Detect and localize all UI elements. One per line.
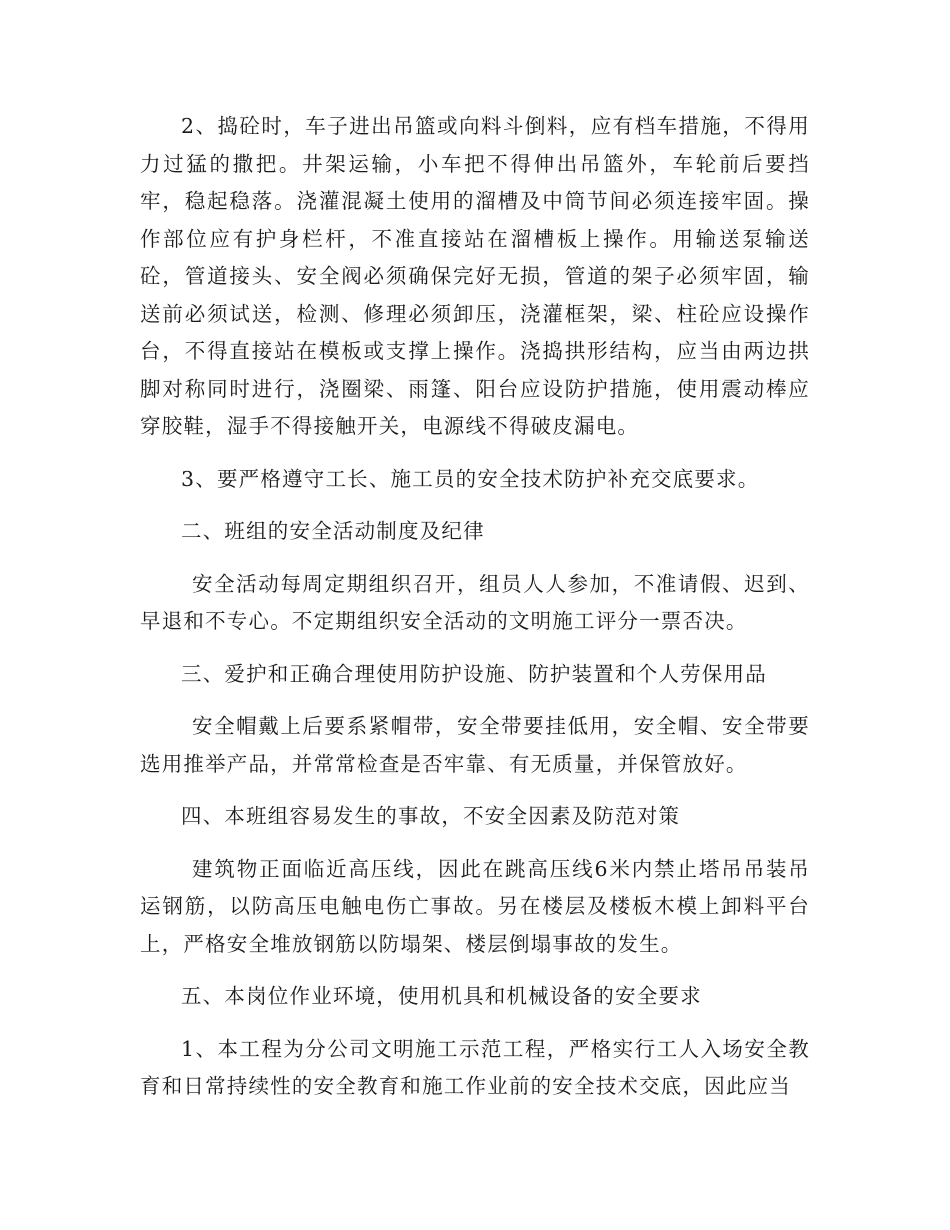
paragraph-follow-instructions: 3、要严格遵守工长、施工员的安全技术防护补充交底要求。 — [181, 466, 760, 491]
paragraph-safety-activities: 安全活动每周定期组织召开，组员人人参加，不准请假、迟到、早退和不专心。不定期组织安全活动的文明施工评分一票否决。 — [140, 571, 810, 633]
document-body — [140, 108, 810, 1106]
section-heading-4: 四、本班组容易发生的事故，不安全因素及防范对策 — [181, 804, 681, 828]
paragraph-protective-gear: 安全帽戴上后要系紧帽带，安全带要挂低用，安全帽、安全带要选用推举产品，并常常检查是否牢靠、有无质量，并保管放好。 — [140, 714, 810, 776]
section-heading-2: 二、班组的安全活动制度及纪律 — [181, 519, 485, 543]
paragraph-site-requirements: 1、本工程为分公司文明施工示范工程，严格实行工人入场安全教育和日常持续性的安全教育和施工作业前的安全技术交底，因此应当 — [140, 1036, 810, 1098]
paragraph-concrete-pouring: 2、捣砼时，车子进出吊篮或向料斗倒料，应有档车措施，不得用力过猛的撒把。井架运输，小车把不得伸出吊篮外，车轮前后要挡牢，稳起稳落。浇灌混凝土使用的溜槽及中筒节间必须连接牢固。操作部位应有护身栏杆，不准直接站在溜槽板上操作。用输送泵输送砼，管道接头、安全阀必须确保完好无损，管道的架子必须牢固，输送前必须试送，检测、修理必须卸压，浇灌框架，梁、柱砼应设操作台，不得直接站在模板或支撑上操作。浇捣拱形结构，应当由两边拱脚对称同时进行，浇圈梁、雨篷、阳台应设防护措施，使用震动棒应穿胶鞋，湿手不得接触开关，电源线不得破皮漏电。 — [140, 114, 810, 438]
section-heading-5: 五、本岗位作业环境，使用机具和机械设备的安全要求 — [181, 984, 702, 1008]
paragraph-accident-prevention: 建筑物正面临近高压线，因此在跳高压线6米内禁止塔吊吊装吊运钢筋，以防高压电触电伤亡事故。另在楼层及楼板木模上卸料平台上，严格安全堆放钢筋以防塌架、楼层倒塌事故的发生。 — [140, 856, 810, 956]
section-heading-3: 三、爱护和正确合理使用防护设施、防护装置和个人劳保用品 — [181, 661, 767, 686]
